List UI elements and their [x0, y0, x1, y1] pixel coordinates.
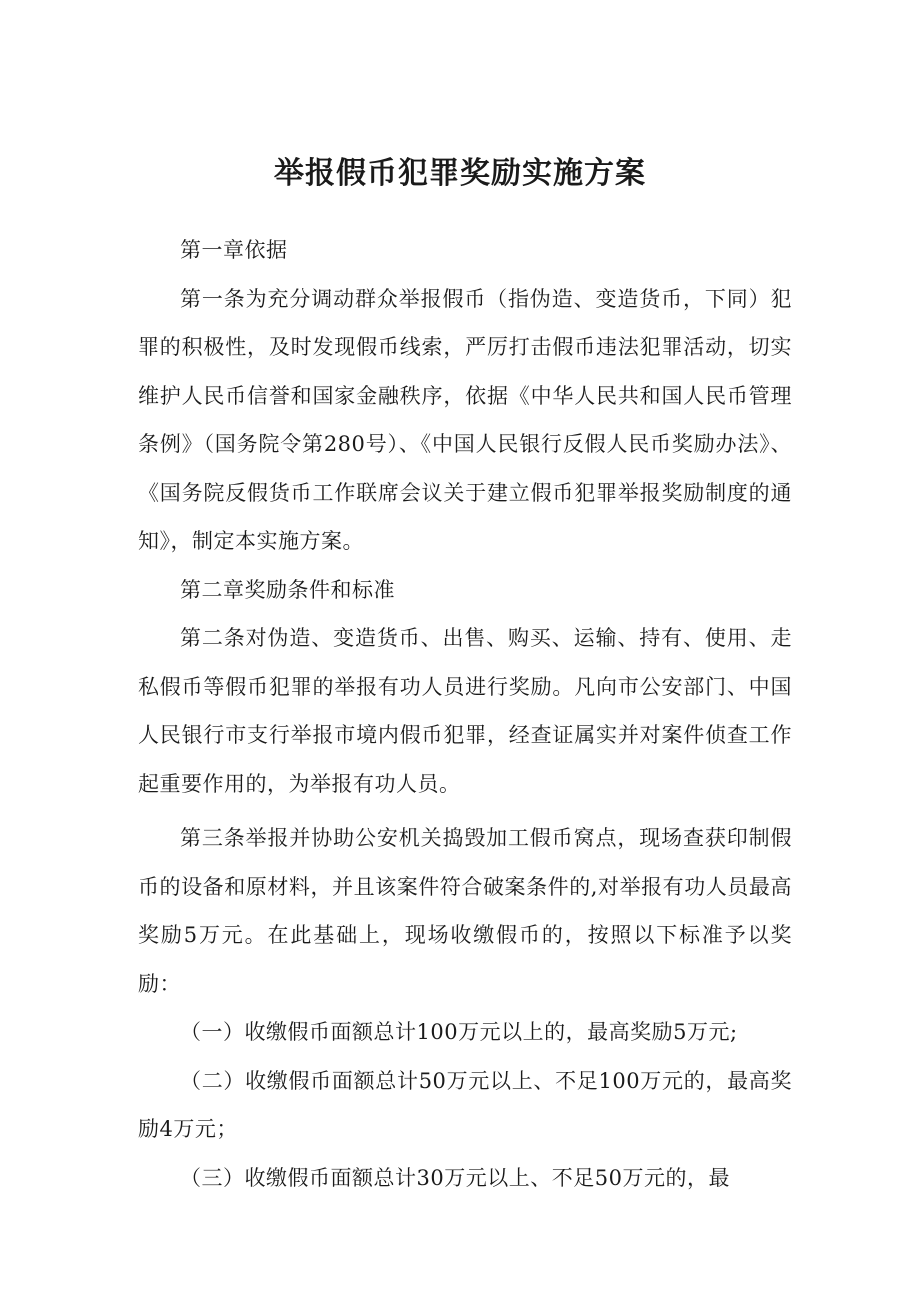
reward-item-2: （二）收缴假币面额总计50万元以上、不足100万元的，最高奖励4万元； [138, 1068, 792, 1141]
chapter-heading-2: 第二章奖励条件和标准 [180, 577, 395, 602]
document-title: 举报假币犯罪奖励实施方案 [274, 156, 646, 191]
document-body [138, 226, 792, 1202]
reward-item-3: （三）收缴假币面额总计30万元以上、不足50万元的，最 [180, 1165, 730, 1190]
article-1-paragraph: 第一条为充分调动群众举报假币（指伪造、变造货币，下同）犯罪的积极性，及时发现假币线索，严厉打击假币违法犯罪活动，切实维护人民币信誉和国家金融秩序，依据《中华人民共和国人民币管理条例》（国务院令第280号）、《中国人民银行反假人民币奖励办法》、《国务院反假货币工作联席会议关于建立假币犯罪举报奖励制度的通知》，制定本实施方案。 [138, 286, 792, 553]
article-2-paragraph: 第二条对伪造、变造货币、出售、购买、运输、持有、使用、走私假币等假币犯罪的举报有功人员进行奖励。凡向市公安部门、中国人民银行市支行举报市境内假币犯罪，经查证属实并对案件侦查工作起重要作用的，为举报有功人员。 [138, 626, 792, 796]
chapter-heading-1: 第一章依据 [180, 238, 288, 262]
reward-item-1: （一）收缴假币面额总计100万元以上的，最高奖励5万元; [180, 1020, 738, 1044]
article-3-paragraph: 第三条举报并协助公安机关捣毁加工假币窝点，现场查获印制假币的设备和原材料，并且该案件符合破案条件的,对举报有功人员最高奖励5万元。在此基础上，现场收缴假币的，按照以下标准予以奖励： [138, 826, 792, 996]
